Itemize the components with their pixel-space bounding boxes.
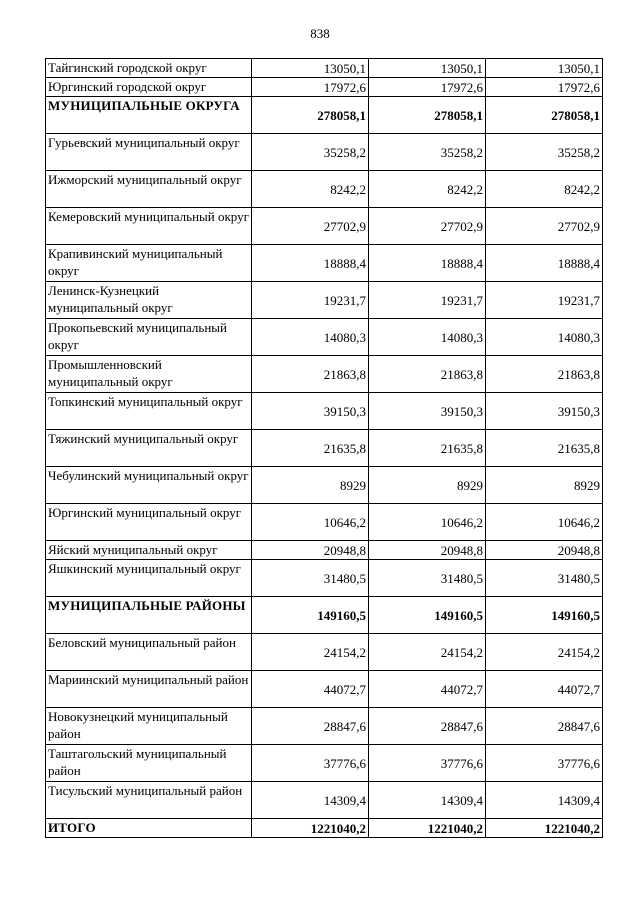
row-value: 14080,3 [486, 319, 603, 356]
row-value: 21635,8 [486, 430, 603, 467]
row-value: 8242,2 [486, 171, 603, 208]
row-value: 24154,2 [252, 634, 369, 671]
row-value: 27702,9 [486, 208, 603, 245]
row-value: 28847,6 [252, 708, 369, 745]
row-value: 37776,6 [252, 745, 369, 782]
row-value: 37776,6 [369, 745, 486, 782]
table-row [46, 541, 603, 560]
row-value: 10646,2 [252, 504, 369, 541]
row-value: 39150,3 [486, 393, 603, 430]
row-value: 27702,9 [252, 208, 369, 245]
row-value: 14080,3 [252, 319, 369, 356]
table-row [46, 208, 603, 245]
row-value: 13050,1 [252, 59, 369, 78]
row-name: Юргинский муниципальный округ [46, 504, 252, 541]
row-value: 31480,5 [369, 560, 486, 597]
row-name: Ленинск-Кузнецкий муниципальный округ [46, 282, 252, 319]
row-value: 13050,1 [486, 59, 603, 78]
table-row [46, 245, 603, 282]
row-value: 278058,1 [252, 97, 369, 134]
row-value: 21863,8 [252, 356, 369, 393]
row-name: Яйский муниципальный округ [46, 541, 252, 560]
row-value: 14080,3 [369, 319, 486, 356]
table-row [46, 282, 603, 319]
row-name: Прокопьевский муниципальный округ [46, 319, 252, 356]
table-row [46, 560, 603, 597]
row-value: 44072,7 [369, 671, 486, 708]
table-row-total [46, 819, 603, 838]
row-name: Промышленновский муниципальный округ [46, 356, 252, 393]
row-value: 1221040,2 [252, 819, 369, 838]
row-value: 149160,5 [369, 597, 486, 634]
row-value: 1221040,2 [369, 819, 486, 838]
row-value: 17972,6 [369, 78, 486, 97]
table-row-subtotal [46, 597, 603, 634]
row-value: 21635,8 [252, 430, 369, 467]
row-value: 24154,2 [486, 634, 603, 671]
row-value: 19231,7 [486, 282, 603, 319]
row-value: 21863,8 [369, 356, 486, 393]
row-name: МУНИЦИПАЛЬНЫЕ РАЙОНЫ [46, 597, 252, 634]
row-value: 44072,7 [486, 671, 603, 708]
row-name: Мариинский муниципальный район [46, 671, 252, 708]
row-name: Тяжинский муниципальный округ [46, 430, 252, 467]
row-value: 278058,1 [486, 97, 603, 134]
table-row [46, 671, 603, 708]
table-row [46, 504, 603, 541]
table-row [46, 78, 603, 97]
row-value: 1221040,2 [486, 819, 603, 838]
row-value: 18888,4 [369, 245, 486, 282]
row-name: ИТОГО [46, 819, 252, 838]
row-value: 10646,2 [369, 504, 486, 541]
row-value: 28847,6 [486, 708, 603, 745]
table-row-subtotal [46, 97, 603, 134]
row-name: Кемеровский муниципальный округ [46, 208, 252, 245]
row-value: 21635,8 [369, 430, 486, 467]
row-value: 20948,8 [252, 541, 369, 560]
row-name: Гурьевский муниципальный округ [46, 134, 252, 171]
row-name: Юргинский городской округ [46, 78, 252, 97]
row-value: 21863,8 [486, 356, 603, 393]
row-value: 20948,8 [369, 541, 486, 560]
row-value: 35258,2 [369, 134, 486, 171]
row-value: 149160,5 [252, 597, 369, 634]
table-row [46, 745, 603, 782]
table-row [46, 634, 603, 671]
table-row [46, 430, 603, 467]
row-value: 8242,2 [369, 171, 486, 208]
row-value: 8929 [369, 467, 486, 504]
row-value: 8929 [252, 467, 369, 504]
row-name: Чебулинский муниципальный округ [46, 467, 252, 504]
table-row [46, 782, 603, 819]
row-name: Топкинский муниципальный округ [46, 393, 252, 430]
budget-table [45, 58, 603, 838]
row-value: 31480,5 [252, 560, 369, 597]
row-value: 14309,4 [486, 782, 603, 819]
row-value: 37776,6 [486, 745, 603, 782]
table-row [46, 356, 603, 393]
row-value: 14309,4 [252, 782, 369, 819]
row-value: 27702,9 [369, 208, 486, 245]
table-row [46, 59, 603, 78]
row-value: 20948,8 [486, 541, 603, 560]
row-value: 278058,1 [369, 97, 486, 134]
row-value: 24154,2 [369, 634, 486, 671]
row-value: 31480,5 [486, 560, 603, 597]
row-value: 35258,2 [252, 134, 369, 171]
row-name: Таштагольский муниципальный район [46, 745, 252, 782]
row-value: 44072,7 [252, 671, 369, 708]
row-value: 17972,6 [486, 78, 603, 97]
row-name: Тайгинский городской округ [46, 59, 252, 78]
row-value: 17972,6 [252, 78, 369, 97]
row-value: 19231,7 [369, 282, 486, 319]
row-name: Крапивинский муниципальный округ [46, 245, 252, 282]
row-name: Беловский муниципальный район [46, 634, 252, 671]
table-row [46, 393, 603, 430]
page-number: 838 [310, 26, 330, 41]
table-row [46, 467, 603, 504]
table-row [46, 171, 603, 208]
row-name: Тисульский муниципальный район [46, 782, 252, 819]
row-value: 18888,4 [486, 245, 603, 282]
row-name: МУНИЦИПАЛЬНЫЕ ОКРУГА [46, 97, 252, 134]
row-value: 39150,3 [252, 393, 369, 430]
row-name: Яшкинский муниципальный округ [46, 560, 252, 597]
row-name: Ижморский муниципальный округ [46, 171, 252, 208]
table-row [46, 708, 603, 745]
row-value: 18888,4 [252, 245, 369, 282]
row-value: 35258,2 [486, 134, 603, 171]
row-value: 13050,1 [369, 59, 486, 78]
row-name: Новокузнецкий муниципальный район [46, 708, 252, 745]
table-row [46, 319, 603, 356]
row-value: 14309,4 [369, 782, 486, 819]
row-value: 8929 [486, 467, 603, 504]
table-row [46, 134, 603, 171]
row-value: 39150,3 [369, 393, 486, 430]
row-value: 28847,6 [369, 708, 486, 745]
row-value: 8242,2 [252, 171, 369, 208]
row-value: 10646,2 [486, 504, 603, 541]
row-value: 149160,5 [486, 597, 603, 634]
row-value: 19231,7 [252, 282, 369, 319]
